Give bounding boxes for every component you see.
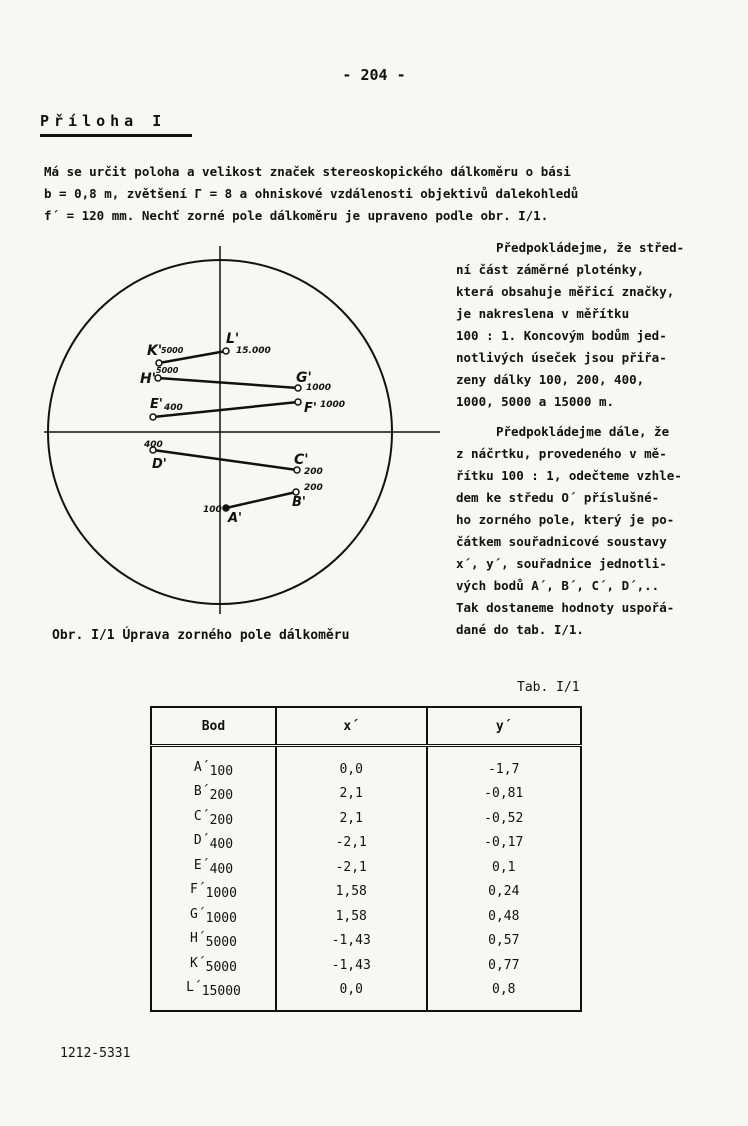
page-number: - 204 - — [342, 66, 406, 84]
side-p2-line: ho zorného pole, který je po- — [456, 512, 675, 527]
cell-y: -0,52 — [427, 806, 582, 831]
side-p2-line: x´, y´, souřadnice jednotli- — [456, 556, 667, 571]
cell-y: 0,1 — [427, 855, 582, 880]
cell-x: 2,1 — [276, 806, 427, 831]
label-A-value: 100 — [203, 505, 222, 515]
cell-point: $A´_{100}$ — [151, 746, 276, 782]
label-L: L' — [226, 331, 240, 347]
cell-x: 0,0 — [276, 746, 427, 782]
side-p2-line: Tak dostaneme hodnoty uspořá- — [456, 600, 675, 615]
cell-y: -1,7 — [427, 746, 582, 782]
table-row — [151, 806, 581, 831]
cell-x: -1,43 — [276, 953, 427, 978]
label-B: B' — [292, 495, 306, 510]
intro-line-3: f´ = 120 mm. Nechť zorné pole dálkoměru je upraveno podle obr. I/1. — [44, 208, 549, 223]
header-point: Bod — [151, 707, 276, 746]
label-F-value: 1000 — [320, 400, 346, 410]
table-row — [151, 953, 581, 978]
label-B-value: 200 — [304, 483, 323, 493]
label-E: E' — [150, 397, 163, 412]
segment-A-B — [226, 492, 296, 508]
label-L-value: 15.000 — [236, 346, 271, 356]
segment-H-G — [158, 378, 298, 388]
cell-point: $E´_{400}$ — [151, 855, 276, 880]
label-E-value: 400 — [164, 403, 183, 413]
header-y: y´ — [427, 707, 582, 746]
cell-point: $D´_{400}$ — [151, 831, 276, 856]
table-label: Tab. I/1 — [517, 680, 580, 695]
cell-point: $H´_{5000}$ — [151, 929, 276, 954]
cell-y: 0,8 — [427, 978, 582, 1012]
table-header-row — [151, 707, 581, 746]
cell-y: 0,57 — [427, 929, 582, 954]
cell-y: -0,81 — [427, 782, 582, 807]
title-underline — [40, 134, 192, 137]
cell-x: 2,1 — [276, 782, 427, 807]
side-p2-line: čátkem souřadnicové soustavy — [456, 534, 667, 549]
segment-D-C — [153, 450, 297, 470]
cell-point: $K´_{5000}$ — [151, 953, 276, 978]
intro-line-2: b = 0,8 m, zvětšení Γ = 8 a ohniskové vzdálenosti objektivů dalekohledů — [44, 186, 579, 201]
side-p1-line: 1000, 5000 a 15000 m. — [456, 394, 615, 409]
coordinates-table — [150, 706, 582, 1012]
cell-point: $F´_{1000}$ — [151, 880, 276, 905]
label-D-value: 400 — [144, 440, 163, 450]
side-p2-line: dem ke středu O´ příslušné- — [456, 490, 660, 505]
cell-x: -2,1 — [276, 855, 427, 880]
cell-x: 0,0 — [276, 978, 427, 1012]
side-p1-line: která obsahuje měřicí značky, — [456, 284, 675, 299]
table-row — [151, 855, 581, 880]
cell-point: $C´_{200}$ — [151, 806, 276, 831]
cell-point: $L´_{15000}$ — [151, 978, 276, 1012]
side-p1-line: 100 : 1. Koncovým bodům jed- — [456, 328, 667, 343]
side-p1-line: Předpokládejme, že střed- — [496, 240, 685, 255]
cell-x: 1,58 — [276, 904, 427, 929]
cell-y: 0,24 — [427, 880, 582, 905]
label-H: H' — [140, 371, 157, 387]
table-row — [151, 831, 581, 856]
table-row — [151, 929, 581, 954]
label-D: D' — [152, 457, 167, 472]
point-L — [223, 348, 229, 354]
point-E — [150, 414, 156, 420]
side-p2-line: řítku 100 : 1, odečteme vzhle- — [456, 468, 682, 483]
label-H-value: 5000 — [156, 366, 179, 375]
cell-point: $B´_{200}$ — [151, 782, 276, 807]
cell-y: -0,17 — [427, 831, 582, 856]
label-K: K' — [147, 343, 163, 359]
side-p2-line: vých bodů A´, B´, C´, D´,.. — [456, 578, 660, 593]
side-p2-line: z náčrtku, provedeného v mě- — [456, 446, 667, 461]
label-C-value: 200 — [304, 467, 323, 477]
footer-code: 1212-5331 — [60, 1046, 131, 1061]
cell-point: $G´_{1000}$ — [151, 904, 276, 929]
label-G: G' — [296, 370, 312, 386]
side-p1-line: notlivých úseček jsou přiřa- — [456, 350, 667, 365]
cell-x: -2,1 — [276, 831, 427, 856]
table-row — [151, 880, 581, 905]
side-p2-line: dané do tab. I/1. — [456, 622, 584, 637]
label-A: A' — [228, 511, 243, 526]
side-p1-line: zeny dálky 100, 200, 400, — [456, 372, 645, 387]
cell-x: 1,58 — [276, 880, 427, 905]
label-K-value: 5000 — [161, 346, 184, 355]
label-G-value: 1000 — [306, 383, 332, 393]
label-F: F' — [304, 401, 317, 416]
table-row — [151, 904, 581, 929]
table-row — [151, 782, 581, 807]
cell-x: -1,43 — [276, 929, 427, 954]
table-row — [151, 978, 581, 1012]
label-C: C' — [294, 452, 309, 468]
side-p2-line: Předpokládejme dále, že — [496, 424, 670, 439]
field-of-view-diagram — [40, 240, 450, 620]
intro-line-1: Má se určit poloha a velikost značek stereoskopického dálkoměru o bási — [44, 164, 571, 179]
cell-y: 0,77 — [427, 953, 582, 978]
table-row — [151, 746, 581, 782]
cell-y: 0,48 — [427, 904, 582, 929]
side-p1-line: ní část záměrné ploténky, — [456, 262, 645, 277]
point-F — [295, 399, 301, 405]
appendix-title: Příloha I — [40, 112, 167, 130]
header-x: x´ — [276, 707, 427, 746]
side-p1-line: je nakreslena v měřítku — [456, 306, 630, 321]
figure-caption: Obr. I/1 Úprava zorného pole dálkoměru — [52, 628, 350, 643]
